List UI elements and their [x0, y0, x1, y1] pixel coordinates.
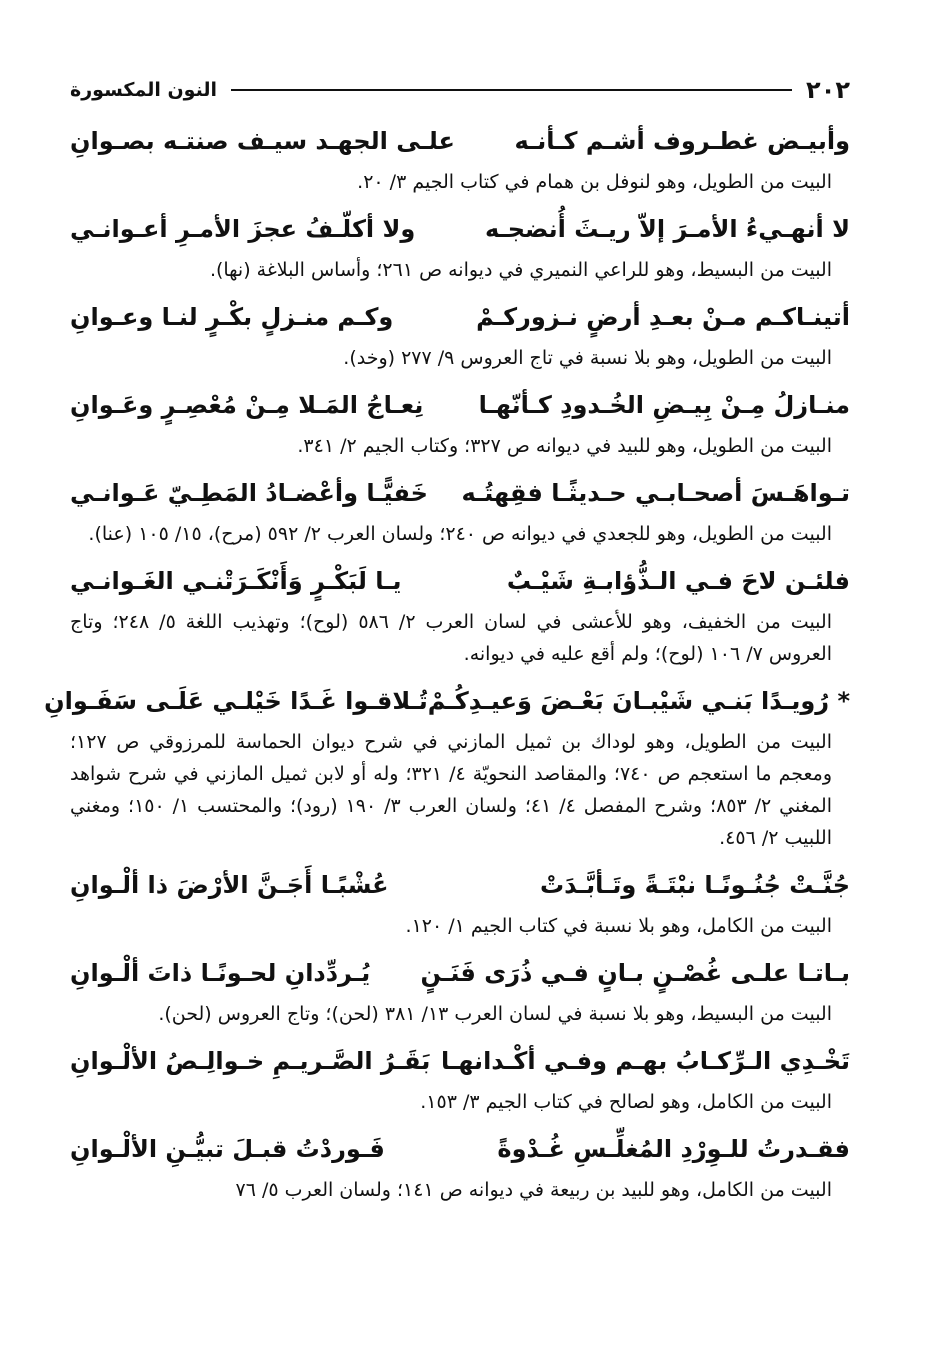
page-number: ٢٠٢ [806, 76, 850, 104]
verse-note: البيت من الكامل، وهو لصالح في كتاب الجيم ٣/ ١٥٣. [420, 1091, 832, 1113]
second-hemistich: وكـم منـزلٍ بكْـرٍ لنـا وعـوانِ [70, 303, 394, 331]
first-hemistich: وأبيـض غطـروف أشـم كـأنـه [514, 127, 850, 155]
verse-entry [70, 1124, 850, 1206]
second-hemistich: خَفيًّـا وأعْضـادُ المَطِـيّ عَـوانـي [70, 479, 428, 507]
second-hemistich: بَقَـرُ الصَّـريـمِ خـوالِـصُ الألْـوانِ [70, 1047, 431, 1075]
verse-line [70, 948, 850, 998]
second-hemistich: نِعـاجُ المَـلا مِـنْ مُعْصِـرٍ وعَـوانِ [70, 391, 424, 419]
second-hemistich: ولا أكلّـفُ عجزَ الأمـرِ أعـوانـي [70, 215, 416, 243]
verse-entry [44, 676, 850, 854]
verse-line [70, 292, 850, 342]
verse-entry [70, 116, 850, 198]
verse-entry [70, 468, 850, 550]
first-hemistich: فلئـن لاحَ فـي الـذُّؤابـةِ شَيْـبٌ [506, 567, 850, 595]
verse-note: البيت من الطويل، وهو للجعدي في ديوانه ص ٢٤٠؛ ولسان العرب ٢/ ٥٩٢ (مرح)، ١٥/ ١٠٥ (عنا). [88, 523, 832, 545]
header-rule [231, 89, 792, 91]
verse-line [44, 676, 850, 726]
second-hemistich: علـى الجهـد سيـف صنتـه بصـوانِ [70, 127, 455, 155]
first-hemistich: بـاتـا علـى غُصْـنٍ بـانٍ فـي ذُرَى فَنَـنٍ [420, 959, 850, 987]
verse-line [70, 380, 850, 430]
first-hemistich: تَخْـدِي الـرِّكـابُ بهـم وفـي أكْـدانهـا [441, 1047, 850, 1075]
verse-entry [70, 204, 850, 286]
verse-line [70, 468, 850, 518]
verse-entry [70, 380, 850, 462]
book-page [44, 70, 850, 1206]
second-hemistich: فَـوردْتُ قبـلَ تبيُّـنِ الألْـوانِ [70, 1135, 385, 1163]
verse-line [70, 116, 850, 166]
verse-note: البيت من الطويل، وهو للبيد في ديوانه ص ٣٢٧؛ وكتاب الجيم ٢/ ٣٤١. [297, 435, 832, 457]
first-hemistich: أتينـاكـم مـنْ بعـدِ أرضٍ نـزوركـمْ [476, 303, 850, 331]
verse-entry [70, 292, 850, 374]
verse-entry [70, 860, 850, 942]
first-hemistich: منـازلُ مِـنْ بِيـضِ الخُـدودِ كـأنّهـا [478, 391, 850, 419]
second-hemistich: يـا لَبَكْـرٍ وَأَنْكَـرَتْنـي الغَـوانـي [70, 567, 402, 595]
first-hemistich: تـواهَـسَ أصحـابـي حـديثًـا فقِهتُـه [461, 479, 850, 507]
verse-line [70, 556, 850, 606]
first-hemistich: لا أنهـيءُ الأمـرَ إلاّ ريـثَ أُنضجـه [484, 215, 850, 243]
verse-note: البيت من الخفيف، وهو للأعشى في لسان العرب ٢/ ٥٨٦ (لوح)؛ وتهذيب اللغة ٥/ ٢٤٨؛ وتاج العروس ٧/ ١٠٦ (لوح)؛ ولم أقع عليه في ديوانه. [70, 611, 832, 665]
first-hemistich: * رُويـدًا بَنـي شَيْبـانَ بَعْـضَ وَعيـدِكُـمْ [427, 687, 850, 715]
verse-note: البيت من الطويل، وهو بلا نسبة في تاج العروس ٩/ ٢٧٧ (وخد). [343, 347, 832, 369]
running-head: النون المكسورة [70, 79, 217, 101]
verse-line [70, 1036, 850, 1086]
verse-note: البيت من الطويل، وهو لوداك بن ثميل المازني في شرح ديوان الحماسة للمرزوقي ص ١٢٧؛ ومعجم ما استعجم ص ٧٤٠؛ والمقاصد النحويّة ٤/ ٣٢١؛ وله أو لابن ثميل المازني في شرح شواهد المغني ٢/ ٨٥٣؛ وشرح المفصل ٤/ ٤١؛ ولسان العرب ٣/ ١٩٠ (رود)؛ والمحتسب ١/ ١٥٠؛ ومغني اللبيب ٢/ ٤٥٦. [70, 731, 832, 849]
verse-entry [70, 948, 850, 1030]
second-hemistich: يُـردِّدانِ لحـونًـا ذاتَ ألْـوانِ [70, 959, 371, 987]
verse-entry [70, 556, 850, 670]
verse-entries [44, 116, 850, 1206]
second-hemistich: تُـلاقـوا غَـدًا خَيْلـي عَلَـى سَفَـوانِ [44, 687, 428, 715]
verse-note: البيت من الكامل، وهو للبيد بن ربيعة في ديوانه ص ١٤١؛ ولسان العرب ٥/ ٧٦ [235, 1179, 832, 1201]
verse-entry [70, 1036, 850, 1118]
verse-line [70, 204, 850, 254]
verse-note: البيت من الطويل، وهو لنوفل بن همام في كتاب الجيم ٣/ ٢٠. [357, 171, 832, 193]
first-hemistich: جُنَّـتْ جُنُـونًـا نبْتَـةً وتَـأبَّـدَتْ [539, 871, 850, 899]
verse-line [70, 860, 850, 910]
verse-note: البيت من البسيط، وهو للراعي النميري في ديوانه ص ٢٦١؛ وأساس البلاغة (نها). [209, 259, 832, 281]
verse-line [70, 1124, 850, 1174]
second-hemistich: عُشْبًـا أَجَـنَّ الأرْضَ ذا ألْـوانِ [70, 871, 389, 899]
verse-note: البيت من الكامل، وهو بلا نسبة في كتاب الجيم ١/ ١٢٠. [405, 915, 832, 937]
page-header [70, 70, 850, 110]
verse-note: البيت من البسيط، وهو بلا نسبة في لسان العرب ١٣/ ٣٨١ (لحن)؛ وتاج العروس (لحن). [158, 1003, 832, 1025]
first-hemistich: فقـدرتُ للـوِرْدِ المُغلِّـسِ غُـدْوةً [497, 1135, 850, 1163]
